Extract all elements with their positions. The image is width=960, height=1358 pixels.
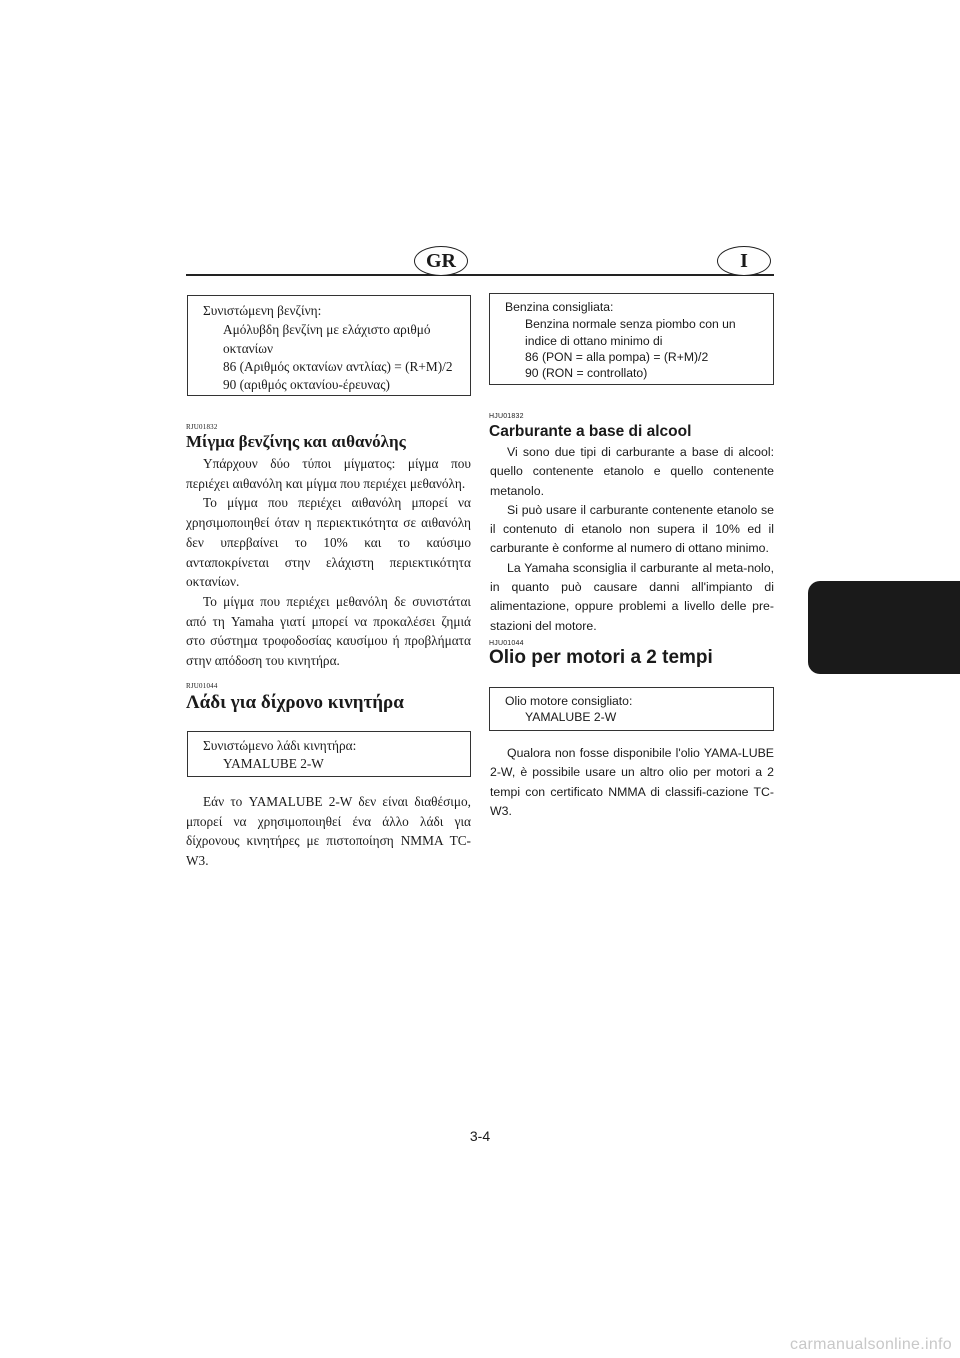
- language-badge-i: [717, 246, 771, 276]
- italian-oil-box: [489, 687, 774, 731]
- italian-oil-heading: Olio per motori a 2 tempi: [489, 647, 713, 668]
- greek-oil-code: RJU01044: [186, 682, 218, 690]
- italian-fuel-box-line: 86 (PON = alla pompa) = (R+M)/2: [525, 350, 709, 364]
- greek-oil-body: [186, 792, 471, 871]
- greek-fuel-box-line: 90 (αριθμός οκτανίου-έρευνας): [223, 377, 390, 392]
- italian-fuel-box-line: indice di ottano minimo di: [525, 334, 663, 348]
- italian-fuel-box-title: Benzina consigliata:: [505, 300, 614, 314]
- greek-section-heading: Μίγμα βενζίνης και αιθανόλης: [186, 432, 406, 451]
- greek-fuel-box-title: Συνιστώμενη βενζίνη:: [203, 303, 322, 318]
- page-number: 3-4: [469, 1128, 491, 1144]
- badge-i-label: I: [740, 249, 748, 272]
- italian-oil-paragraph: Qualora non fosse disponibile l'olio YAMA-LUBE 2-W, è possibile usare un altro olio per motori a 2 tempi con certificato NMMA di classifi-cazione TC-W3.: [490, 746, 774, 818]
- greek-oil-paragraph: Εάν το YAMALUBE 2-W δεν είναι διαθέσιμο, μπορεί να χρησιμοποιηθεί ένα άλλο λάδι για δίχρονους κινητήρες με πιστοποίηση NMMA TC-W3.: [186, 794, 471, 869]
- language-badge-gr: [414, 246, 468, 276]
- badge-gr-label: GR: [426, 249, 456, 272]
- greek-oil-box-title: Συνιστώμενο λάδι κινητήρα:: [203, 738, 357, 753]
- italian-fuel-box: [489, 293, 774, 385]
- italian-paragraph: Si può usare il carburante contenente etanolo se il contenuto di etanolo non supera il 10% ed il carburante è conforme al numero di ottano minimo.: [490, 502, 774, 556]
- italian-paragraph: La Yamaha sconsiglia il carburante al meta-nolo, in quanto può causare danni all'impianto di alimentazione, oppure problemi a livello delle pre-stazioni del motore.: [490, 560, 774, 633]
- greek-fuel-box-line: οκτανίων: [223, 341, 274, 356]
- italian-oil-box-value: YAMALUBE 2-W: [525, 710, 617, 724]
- greek-fuel-box-line: Αμόλυβδη βενζίνη με ελάχιστο αριθμό: [223, 322, 431, 337]
- italian-section-body: [490, 443, 774, 636]
- greek-oil-box-value: YAMALUBE 2-W: [223, 756, 324, 771]
- greek-fuel-box-line: 86 (Αριθμός οκτανίων αντλίας) = (R+M)/2: [223, 359, 453, 374]
- greek-oil-box: [187, 731, 471, 777]
- greek-paragraph: Το μίγμα που περιέχει αιθανόλη μπορεί να χρησιμοποιηθεί όταν η περιεκτικότητα σε αιθανόλη δεν υπερβαίνει το 10% και το καύσιμο ανταποκρίνεται στην ελάχιστη περιεκτικότητα οκτανίων.: [186, 495, 471, 590]
- italian-oil-body: [490, 744, 774, 821]
- greek-section-body: [186, 454, 471, 671]
- italian-paragraph: Vi sono due tipi di carburante a base di alcool: quello contenente etanolo e quello contenente metanolo.: [490, 445, 774, 498]
- italian-oil-code: HJU01044: [489, 640, 524, 647]
- greek-section-code: RJU01832: [186, 423, 218, 431]
- italian-fuel-box-line: Benzina normale senza piombo con un: [525, 317, 736, 331]
- italian-section-heading: Carburante a base di alcool: [489, 423, 692, 440]
- greek-fuel-box: [187, 295, 471, 396]
- greek-paragraph: Υπάρχουν δύο τύποι μίγματος: μίγμα που περιέχει αιθανόλη και μίγμα που περιέχει μεθανόλη.: [186, 456, 471, 491]
- greek-paragraph: Το μίγμα που περιέχει μεθανόλη δε συνιστάται από τη Yamaha γιατί μπορεί να προκαλέσει ζημιά στο σύστημα τροφοδοσίας καυσίμου ή προβλήματα στην απόδοση του κινητήρα.: [186, 593, 471, 669]
- italian-fuel-box-line: 90 (RON = controllato): [525, 366, 648, 380]
- watermark: carmanualsonline.info: [790, 1336, 952, 1353]
- greek-oil-heading: Λάδι για δίχρονο κινητήρα: [186, 692, 404, 713]
- chapter-thumb-tab: [808, 581, 960, 674]
- header-rule: [186, 274, 774, 276]
- italian-oil-box-title: Olio motore consigliato:: [505, 694, 633, 708]
- italian-section-code: HJU01832: [489, 413, 524, 420]
